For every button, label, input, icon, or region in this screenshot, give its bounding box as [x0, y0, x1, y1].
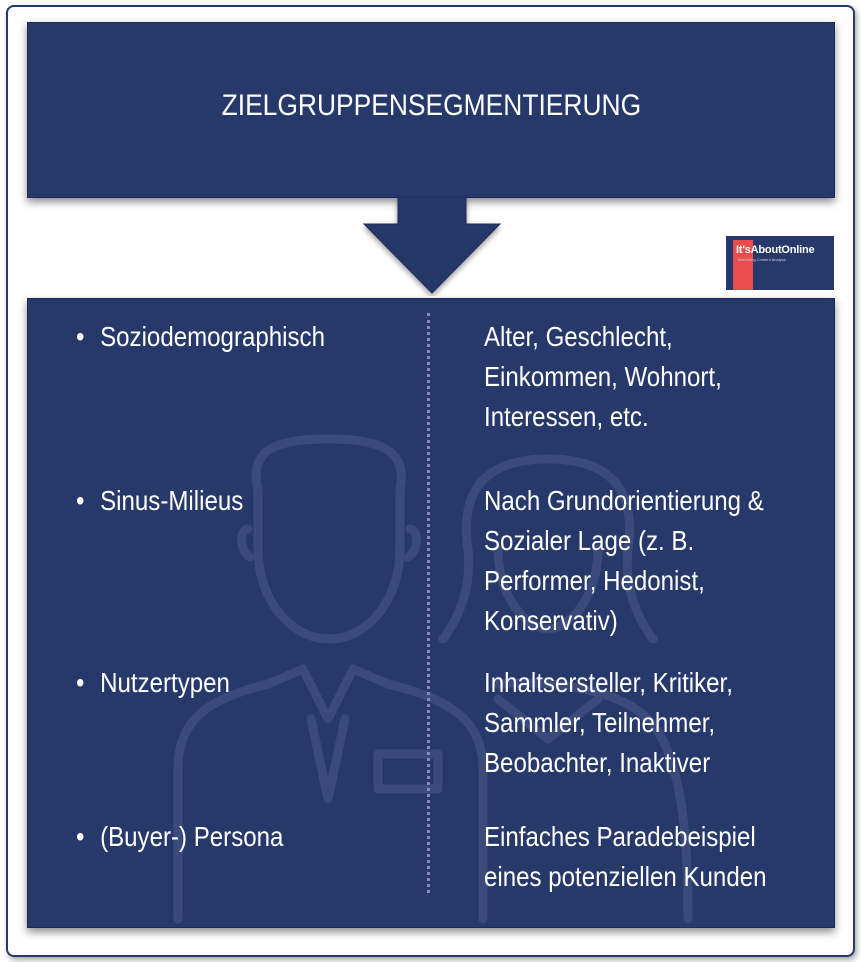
- diagram-title: ZIELGRUPPENSEGMENTIERUNG: [221, 89, 641, 122]
- segment-label-soziodemographisch: • Soziodemographisch: [76, 317, 325, 357]
- logo-tagline: Marketing Content Analyse: [738, 257, 786, 262]
- segment-label-nutzertypen: • Nutzertypen: [76, 663, 230, 703]
- segment-description-sinus-milieus: Nach Grundorientierung & Sozialer Lage (z. B. Performer, Hedonist, Konservativ): [484, 485, 764, 636]
- bullet-icon: •: [76, 485, 85, 516]
- bullet-icon: •: [76, 821, 85, 852]
- segment-label-sinus-milieus: • Sinus-Milieus: [76, 481, 243, 521]
- bullet-icon: •: [76, 321, 85, 352]
- down-arrow-icon: [362, 196, 502, 296]
- segment-description-soziodemographisch: Alter, Geschlecht, Einkommen, Wohnort, Interessen, etc.: [484, 321, 722, 432]
- segment-description-nutzertypen: Inhaltsersteller, Kritiker, Sammler, Teilnehmer, Beobachter, Inaktiver: [484, 667, 733, 778]
- column-divider: [427, 313, 430, 893]
- segment-label-buyer-persona: • (Buyer-) Persona: [76, 817, 283, 857]
- brand-logo: [726, 236, 834, 290]
- segments-panel: [27, 298, 835, 928]
- bullet-icon: •: [76, 667, 85, 698]
- logo-text: It'sAboutOnline: [736, 244, 815, 256]
- header-box: [27, 22, 835, 198]
- segment-description-buyer-persona: Einfaches Paradebeispiel eines potenziellen Kunden: [484, 821, 767, 892]
